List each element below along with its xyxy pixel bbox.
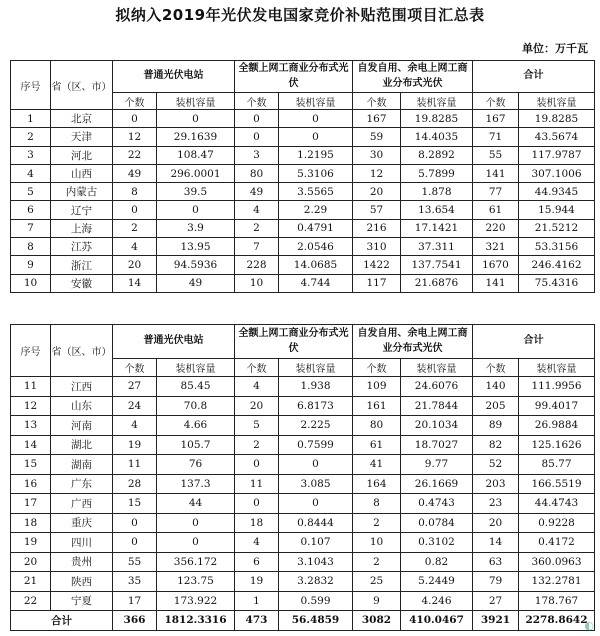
total-cell: 473 bbox=[235, 611, 279, 631]
table-cell: 14 bbox=[113, 274, 157, 292]
total-row bbox=[11, 611, 595, 631]
table-row bbox=[11, 128, 595, 146]
table-cell: 17 bbox=[11, 494, 51, 514]
province-cell: 辽宁 bbox=[51, 201, 113, 219]
header-capacity: 装机容量 bbox=[519, 359, 595, 377]
table-row bbox=[11, 552, 595, 572]
header-seq: 序号 bbox=[11, 325, 51, 377]
table-cell: 0 bbox=[113, 201, 157, 219]
province-cell: 浙江 bbox=[51, 256, 113, 274]
table-cell: 321 bbox=[473, 238, 519, 256]
table-cell: 49 bbox=[235, 183, 279, 201]
summary-table-part-1 bbox=[10, 60, 595, 293]
table-cell: 0.8444 bbox=[279, 513, 353, 533]
table-cell: 4 bbox=[113, 238, 157, 256]
province-cell: 安徽 bbox=[51, 274, 113, 292]
header-count: 个数 bbox=[353, 93, 401, 110]
table-cell: 0 bbox=[113, 513, 157, 533]
table-cell: 20 bbox=[113, 256, 157, 274]
page-title: 拟纳入2019年光伏发电国家竞价补贴范围项目汇总表 bbox=[115, 6, 485, 24]
table-row bbox=[11, 238, 595, 256]
table-cell: 2 bbox=[235, 435, 279, 455]
table-cell: 77 bbox=[473, 183, 519, 201]
province-cell: 河北 bbox=[51, 146, 113, 164]
header-capacity: 装机容量 bbox=[157, 93, 235, 110]
table-cell: 0 bbox=[113, 110, 157, 128]
table-cell: 49 bbox=[113, 164, 157, 182]
table-cell: 55 bbox=[113, 552, 157, 572]
table-cell: 0 bbox=[157, 533, 235, 553]
table-cell: 76 bbox=[157, 455, 235, 475]
header-capacity: 装机容量 bbox=[519, 93, 595, 110]
table-cell: 27 bbox=[113, 377, 157, 397]
table-cell: 13 bbox=[11, 416, 51, 436]
table-cell: 0 bbox=[279, 128, 353, 146]
province-cell: 山东 bbox=[51, 396, 113, 416]
table-cell: 12 bbox=[353, 164, 401, 182]
table-cell: 57 bbox=[353, 201, 401, 219]
table-cell: 85.77 bbox=[519, 455, 595, 475]
table-cell: 0 bbox=[279, 110, 353, 128]
table-cell: 9.77 bbox=[401, 455, 473, 475]
table-cell: 22 bbox=[11, 591, 51, 611]
header-count: 个数 bbox=[235, 93, 279, 110]
table-cell: 19.8285 bbox=[519, 110, 595, 128]
table-cell: 166.5519 bbox=[519, 474, 595, 494]
table-cell: 4.744 bbox=[279, 274, 353, 292]
header-count: 个数 bbox=[113, 93, 157, 110]
table-cell: 14 bbox=[473, 533, 519, 553]
table-cell: 13.95 bbox=[157, 238, 235, 256]
table-cell: 0 bbox=[279, 494, 353, 514]
header-capacity: 装机容量 bbox=[401, 93, 473, 110]
table-cell: 24 bbox=[113, 396, 157, 416]
table-cell: 82 bbox=[473, 435, 519, 455]
header-count: 个数 bbox=[113, 359, 157, 377]
table-cell: 17.1421 bbox=[401, 219, 473, 237]
table-cell: 2 bbox=[353, 513, 401, 533]
table-cell: 27 bbox=[473, 591, 519, 611]
table-cell: 8 bbox=[353, 494, 401, 514]
table-cell: 99.4017 bbox=[519, 396, 595, 416]
table-cell: 53.3156 bbox=[519, 238, 595, 256]
table-row bbox=[11, 110, 595, 128]
total-cell: 410.0467 bbox=[401, 611, 473, 631]
table-cell: 25 bbox=[353, 572, 401, 592]
table-cell: 30 bbox=[353, 146, 401, 164]
table-cell: 105.7 bbox=[157, 435, 235, 455]
table-cell: 10 bbox=[235, 274, 279, 292]
province-cell: 湖南 bbox=[51, 455, 113, 475]
table-row bbox=[11, 494, 595, 514]
table-cell: 0.7599 bbox=[279, 435, 353, 455]
table-cell: 0.3102 bbox=[401, 533, 473, 553]
header-count: 个数 bbox=[353, 359, 401, 377]
table-cell: 19 bbox=[113, 435, 157, 455]
province-cell: 河南 bbox=[51, 416, 113, 436]
table-cell: 3.2832 bbox=[279, 572, 353, 592]
table-cell: 70.8 bbox=[157, 396, 235, 416]
table-row bbox=[11, 146, 595, 164]
table-cell: 26.9884 bbox=[519, 416, 595, 436]
table-cell: 79 bbox=[473, 572, 519, 592]
table-cell: 109 bbox=[353, 377, 401, 397]
total-label: 合计 bbox=[11, 611, 113, 631]
table-row bbox=[11, 274, 595, 292]
table-cell: 2 bbox=[113, 219, 157, 237]
province-cell: 宁夏 bbox=[51, 591, 113, 611]
total-cell: 56.4859 bbox=[279, 611, 353, 631]
table-row bbox=[11, 377, 595, 397]
table-row bbox=[11, 416, 595, 436]
table-cell: 55 bbox=[473, 146, 519, 164]
table-cell: 0 bbox=[235, 494, 279, 514]
table-cell: 14 bbox=[11, 435, 51, 455]
table-cell: 13.654 bbox=[401, 201, 473, 219]
header-count: 个数 bbox=[235, 359, 279, 377]
table-cell: 2.0546 bbox=[279, 238, 353, 256]
province-cell: 重庆 bbox=[51, 513, 113, 533]
table-cell: 12 bbox=[113, 128, 157, 146]
table-cell: 4 bbox=[235, 201, 279, 219]
table-cell: 18 bbox=[235, 513, 279, 533]
table-row bbox=[11, 455, 595, 475]
header-seq: 序号 bbox=[11, 61, 51, 110]
table-cell: 17 bbox=[113, 591, 157, 611]
table-row bbox=[11, 513, 595, 533]
header-full-grid-distributed: 全额上网工商业分布式光伏 bbox=[235, 61, 353, 93]
table-cell: 3 bbox=[11, 146, 51, 164]
table-row bbox=[11, 256, 595, 274]
table-cell: 1.878 bbox=[401, 183, 473, 201]
table-cell: 5.3106 bbox=[279, 164, 353, 182]
table-cell: 10 bbox=[353, 533, 401, 553]
header-capacity: 装机容量 bbox=[401, 359, 473, 377]
table-cell: 0.9228 bbox=[519, 513, 595, 533]
table-cell: 1670 bbox=[473, 256, 519, 274]
table-cell: 89 bbox=[473, 416, 519, 436]
table-cell: 3.9 bbox=[157, 219, 235, 237]
table-cell: 111.9956 bbox=[519, 377, 595, 397]
table-cell: 0 bbox=[157, 110, 235, 128]
header-ordinary-pv: 普通光伏电站 bbox=[113, 61, 235, 93]
table-cell: 4 bbox=[113, 416, 157, 436]
table-cell: 0.82 bbox=[401, 552, 473, 572]
province-cell: 江西 bbox=[51, 377, 113, 397]
table-cell: 0.599 bbox=[279, 591, 353, 611]
table-cell: 1.2195 bbox=[279, 146, 353, 164]
table-cell: 11 bbox=[235, 474, 279, 494]
table-cell: 7 bbox=[235, 238, 279, 256]
table-cell: 19.8285 bbox=[401, 110, 473, 128]
table-cell: 178.767 bbox=[519, 591, 595, 611]
table-cell: 220 bbox=[473, 219, 519, 237]
table-cell: 2 bbox=[235, 219, 279, 237]
table-row bbox=[11, 219, 595, 237]
table-cell: 5 bbox=[235, 416, 279, 436]
table-cell: 71 bbox=[473, 128, 519, 146]
table-cell: 310 bbox=[353, 238, 401, 256]
table-cell: 0 bbox=[157, 513, 235, 533]
table-cell: 296.0001 bbox=[157, 164, 235, 182]
total-cell: 366 bbox=[113, 611, 157, 631]
table-cell: 44.9345 bbox=[519, 183, 595, 201]
table-cell: 23 bbox=[473, 494, 519, 514]
total-cell: 1812.3316 bbox=[157, 611, 235, 631]
table-cell: 2.29 bbox=[279, 201, 353, 219]
table-cell: 1422 bbox=[353, 256, 401, 274]
table-cell: 80 bbox=[235, 164, 279, 182]
table-cell: 137.7541 bbox=[401, 256, 473, 274]
table-cell: 19 bbox=[11, 533, 51, 553]
header-province: 省（区、市） bbox=[51, 61, 113, 110]
table-cell: 94.5936 bbox=[157, 256, 235, 274]
table-cell: 108.47 bbox=[157, 146, 235, 164]
table-cell: 1.938 bbox=[279, 377, 353, 397]
table-cell: 246.4162 bbox=[519, 256, 595, 274]
table-cell: 20 bbox=[235, 396, 279, 416]
province-cell: 四川 bbox=[51, 533, 113, 553]
table-row bbox=[11, 533, 595, 553]
province-cell: 上海 bbox=[51, 219, 113, 237]
table-cell: 49 bbox=[157, 274, 235, 292]
table-cell: 1 bbox=[235, 591, 279, 611]
province-cell: 陕西 bbox=[51, 572, 113, 592]
table-cell: 15 bbox=[113, 494, 157, 514]
table-cell: 11 bbox=[11, 377, 51, 397]
table-cell: 0 bbox=[157, 201, 235, 219]
table-cell: 4.66 bbox=[157, 416, 235, 436]
table-cell: 75.4316 bbox=[519, 274, 595, 292]
table-cell: 59 bbox=[353, 128, 401, 146]
total-cell: 3082 bbox=[353, 611, 401, 631]
table-cell: 356.172 bbox=[157, 552, 235, 572]
table-cell: 15.944 bbox=[519, 201, 595, 219]
table-cell: 3 bbox=[235, 146, 279, 164]
table-cell: 125.1626 bbox=[519, 435, 595, 455]
table-cell: 161 bbox=[353, 396, 401, 416]
table-cell: 5 bbox=[11, 183, 51, 201]
table-cell: 39.5 bbox=[157, 183, 235, 201]
table-cell: 141 bbox=[473, 164, 519, 182]
table-cell: 3.1043 bbox=[279, 552, 353, 572]
table-cell: 18 bbox=[11, 513, 51, 533]
table-cell: 117 bbox=[353, 274, 401, 292]
table-cell: 4 bbox=[11, 164, 51, 182]
table-cell: 7 bbox=[11, 219, 51, 237]
total-cell: 3921 bbox=[473, 611, 519, 631]
table-row bbox=[11, 396, 595, 416]
table-cell: 137.3 bbox=[157, 474, 235, 494]
table-cell: 164 bbox=[353, 474, 401, 494]
table-cell: 2.225 bbox=[279, 416, 353, 436]
province-cell: 广西 bbox=[51, 494, 113, 514]
table-cell: 6 bbox=[11, 201, 51, 219]
table-cell: 22 bbox=[113, 146, 157, 164]
table-cell: 167 bbox=[473, 110, 519, 128]
table-cell: 0 bbox=[113, 533, 157, 553]
table-row bbox=[11, 201, 595, 219]
table-cell: 123.75 bbox=[157, 572, 235, 592]
table-cell: 21 bbox=[11, 572, 51, 592]
table-cell: 117.9787 bbox=[519, 146, 595, 164]
total-cell: 2278.8642 bbox=[519, 611, 595, 631]
table-cell: 0.4743 bbox=[401, 494, 473, 514]
table-cell: 61 bbox=[353, 435, 401, 455]
header-count: 个数 bbox=[473, 359, 519, 377]
table-cell: 80 bbox=[353, 416, 401, 436]
table-cell: 10 bbox=[11, 274, 51, 292]
table-cell: 0 bbox=[279, 455, 353, 475]
table-cell: 0 bbox=[235, 455, 279, 475]
table-cell: 26.1669 bbox=[401, 474, 473, 494]
header-total: 合计 bbox=[473, 325, 595, 359]
province-cell: 湖北 bbox=[51, 435, 113, 455]
province-cell: 江苏 bbox=[51, 238, 113, 256]
header-province: 省（区、市） bbox=[51, 325, 113, 377]
table-cell: 20 bbox=[473, 513, 519, 533]
table-cell: 35 bbox=[113, 572, 157, 592]
watermark-logo: ◐ bbox=[584, 619, 594, 632]
table-cell: 3.085 bbox=[279, 474, 353, 494]
table-cell: 63 bbox=[473, 552, 519, 572]
table-cell: 11 bbox=[113, 455, 157, 475]
table-row bbox=[11, 164, 595, 182]
header-full-grid-distributed: 全额上网工商业分布式光伏 bbox=[235, 325, 353, 359]
table-cell: 4 bbox=[235, 533, 279, 553]
table-cell: 0.4172 bbox=[519, 533, 595, 553]
summary-table-part-2 bbox=[10, 324, 595, 631]
table-cell: 44 bbox=[157, 494, 235, 514]
table-cell: 24.6076 bbox=[401, 377, 473, 397]
table-cell: 52 bbox=[473, 455, 519, 475]
header-capacity: 装机容量 bbox=[279, 93, 353, 110]
table-cell: 2 bbox=[353, 552, 401, 572]
table-cell: 16 bbox=[11, 474, 51, 494]
table-cell: 0 bbox=[235, 110, 279, 128]
table-row bbox=[11, 572, 595, 592]
table-cell: 4 bbox=[235, 377, 279, 397]
table-cell: 41 bbox=[353, 455, 401, 475]
province-cell: 天津 bbox=[51, 128, 113, 146]
table-cell: 4.246 bbox=[401, 591, 473, 611]
table-cell: 85.45 bbox=[157, 377, 235, 397]
table-cell: 167 bbox=[353, 110, 401, 128]
table-cell: 216 bbox=[353, 219, 401, 237]
table-cell: 28 bbox=[113, 474, 157, 494]
table-cell: 0.107 bbox=[279, 533, 353, 553]
table-cell: 5.2449 bbox=[401, 572, 473, 592]
table-cell: 19 bbox=[235, 572, 279, 592]
table-cell: 8 bbox=[113, 183, 157, 201]
table-cell: 203 bbox=[473, 474, 519, 494]
province-cell: 山西 bbox=[51, 164, 113, 182]
table-cell: 9 bbox=[353, 591, 401, 611]
table-cell: 18.7027 bbox=[401, 435, 473, 455]
table-row bbox=[11, 183, 595, 201]
province-cell: 北京 bbox=[51, 110, 113, 128]
table-cell: 0.0784 bbox=[401, 513, 473, 533]
header-total: 合计 bbox=[473, 61, 595, 93]
header-self-use-distributed: 自发自用、余电上网工商业分布式光伏 bbox=[353, 61, 473, 93]
table-cell: 6 bbox=[235, 552, 279, 572]
table-cell: 43.5674 bbox=[519, 128, 595, 146]
table-cell: 21.5212 bbox=[519, 219, 595, 237]
province-cell: 内蒙古 bbox=[51, 183, 113, 201]
table-cell: 3.5565 bbox=[279, 183, 353, 201]
province-cell: 广东 bbox=[51, 474, 113, 494]
table-cell: 20 bbox=[11, 552, 51, 572]
table-cell: 360.0963 bbox=[519, 552, 595, 572]
table-cell: 21.7844 bbox=[401, 396, 473, 416]
table-cell: 44.4743 bbox=[519, 494, 595, 514]
table-cell: 21.6876 bbox=[401, 274, 473, 292]
province-cell: 贵州 bbox=[51, 552, 113, 572]
table-cell: 9 bbox=[11, 256, 51, 274]
table-cell: 20 bbox=[353, 183, 401, 201]
table-cell: 5.7899 bbox=[401, 164, 473, 182]
table-cell: 228 bbox=[235, 256, 279, 274]
table-cell: 37.311 bbox=[401, 238, 473, 256]
table-cell: 307.1006 bbox=[519, 164, 595, 182]
table-row bbox=[11, 474, 595, 494]
table-cell: 8.2892 bbox=[401, 146, 473, 164]
header-capacity: 装机容量 bbox=[157, 359, 235, 377]
table-cell: 14.0685 bbox=[279, 256, 353, 274]
table-cell: 0 bbox=[235, 128, 279, 146]
table-cell: 132.2781 bbox=[519, 572, 595, 592]
header-ordinary-pv: 普通光伏电站 bbox=[113, 325, 235, 359]
table-cell: 6.8173 bbox=[279, 396, 353, 416]
table-cell: 173.922 bbox=[157, 591, 235, 611]
table-cell: 0.4791 bbox=[279, 219, 353, 237]
table-row bbox=[11, 591, 595, 611]
table-cell: 205 bbox=[473, 396, 519, 416]
table-cell: 140 bbox=[473, 377, 519, 397]
table-cell: 141 bbox=[473, 274, 519, 292]
table-cell: 8 bbox=[11, 238, 51, 256]
table-cell: 14.4035 bbox=[401, 128, 473, 146]
header-self-use-distributed: 自发自用、余电上网工商业分布式光伏 bbox=[353, 325, 473, 359]
table-cell: 2 bbox=[11, 128, 51, 146]
table-cell: 1 bbox=[11, 110, 51, 128]
header-capacity: 装机容量 bbox=[279, 359, 353, 377]
unit-label: 单位：万千瓦 bbox=[522, 42, 588, 55]
table-row bbox=[11, 435, 595, 455]
table-cell: 15 bbox=[11, 455, 51, 475]
table-cell: 20.1034 bbox=[401, 416, 473, 436]
table-cell: 12 bbox=[11, 396, 51, 416]
header-count: 个数 bbox=[473, 93, 519, 110]
table-cell: 61 bbox=[473, 201, 519, 219]
table-cell: 29.1639 bbox=[157, 128, 235, 146]
